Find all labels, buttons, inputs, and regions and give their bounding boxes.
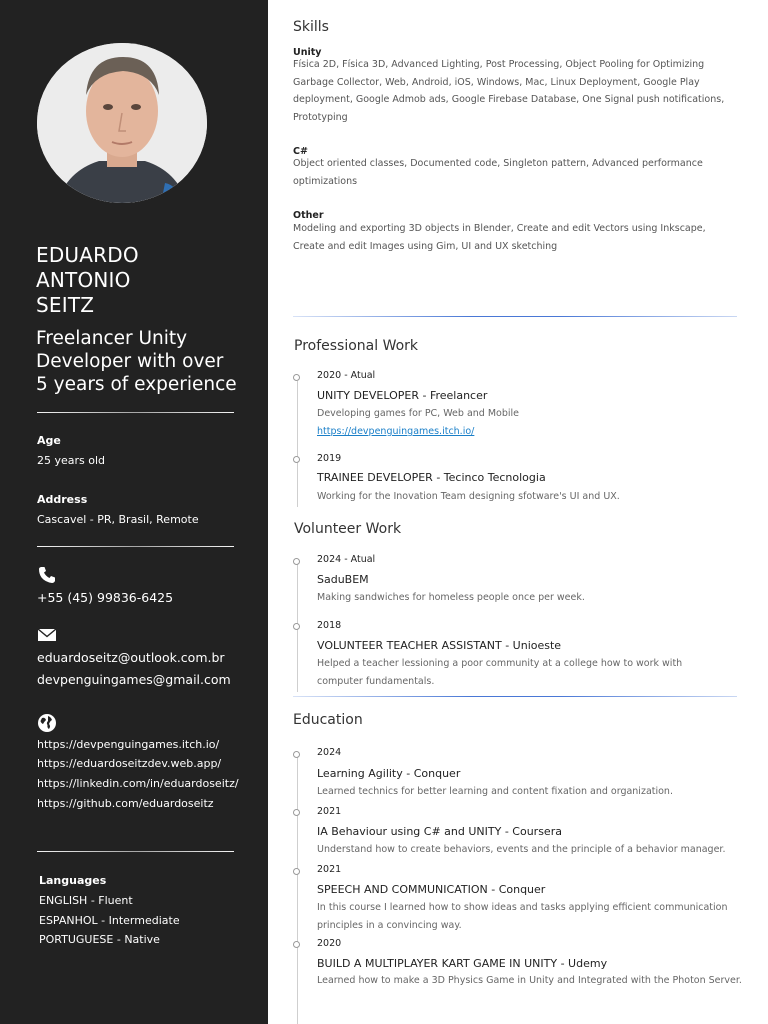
address-value: Cascavel - PR, Brasil, Remote [37,513,199,526]
tagline: Freelancer Unity Developer with over 5 years of experience [36,328,237,395]
website-link[interactable]: https://devpenguingames.itch.io/ [37,738,220,751]
entry-role: BUILD A MULTIPLAYER KART GAME IN UNITY - Udemy [317,957,608,970]
divider [37,546,234,547]
age-value: 25 years old [37,454,106,467]
entry-role: UNITY DEVELOPER - Freelancer [317,389,488,402]
timeline-dot [293,374,300,381]
language-item: ENGLISH - Fluent [39,894,133,907]
entry-desc: Making sandwiches for homeless people once per week. [317,592,585,603]
entry-desc: Developing games for PC, Web and Mobile [317,408,520,419]
skill-group-text: Física 2D, Física 3D, Advanced Lighting, Post Processing, Object Pooling for Optimizing Garbage Collector, Web, Android, iOS, Windows, Mac, Linux Deployment, Google Play deployment, Google Admob ads, Google Firebase Database, One Signal push notifications, Prototyping [293,59,725,123]
entry-date: 2020 - Atual [317,370,376,381]
entry-role: TRAINEE DEVELOPER - Tecinco Tecnologia [317,471,546,484]
email-primary[interactable]: eduardoseitz@outlook.com.br [37,650,225,665]
website-link[interactable]: https://github.com/eduardoseitz [37,797,214,810]
entry-date: 2018 [317,620,342,631]
sidebar [0,0,268,1024]
entry-desc: Working for the Inovation Team designing sfotware's UI and UX. [317,491,620,502]
phone-icon [37,565,57,585]
timeline-dot [293,868,300,875]
timeline-line [297,755,298,1024]
volunteer-heading: Volunteer Work [294,521,402,537]
portfolio-link[interactable]: https://devpenguingames.itch.io/ [317,426,475,437]
section-divider [293,696,737,697]
email-secondary[interactable]: devpenguingames@gmail.com [37,672,231,687]
entry-desc: In this course I learned how to show ideas and tasks applying efficient communication principles in a convincing way. [317,902,728,931]
skill-group-text: Modeling and exporting 3D objects in Blender, Create and edit Vectors using Inkscape, Create and edit Images using Gim, UI and UX sketching [293,223,706,252]
skill-group-title: Unity [293,47,322,58]
entry-role: IA Behaviour using C# and UNITY - Coursera [317,825,562,838]
website-link[interactable]: https://eduardoseitzdev.web.app/ [37,757,222,770]
entry-date: 2020 [317,938,342,949]
entry-desc: Understand how to create behaviors, events and the principle of a behavior manager. [317,844,726,855]
entry-role: Learning Agility - Conquer [317,767,461,780]
portrait-image [37,43,207,203]
divider [37,851,234,852]
entry-date: 2021 [317,806,342,817]
skill-group-title: C# [293,146,308,157]
website-link[interactable]: https://linkedin.com/in/eduardoseitz/ [37,777,239,790]
timeline-line [297,381,298,507]
language-item: PORTUGUESE - Native [39,933,160,946]
profile-photo [37,43,207,203]
timeline-dot [293,623,300,630]
timeline-dot [293,456,300,463]
entry-role: SPEECH AND COMMUNICATION - Conquer [317,883,546,896]
entry-desc: Helped a teacher lessioning a poor community at a college how to work with computer fundamentals. [317,658,683,687]
language-item: ESPANHOL - Intermediate [39,914,180,927]
candidate-name: EDUARDO ANTONIO SEITZ [36,243,139,317]
timeline-dot [293,751,300,758]
languages-label: Languages [39,874,107,887]
entry-date: 2024 [317,747,342,758]
skill-group-text: Object oriented classes, Documented code, Singleton pattern, Advanced performance optimizations [293,158,703,187]
globe-icon [37,713,57,733]
envelope-icon [37,627,57,647]
age-label: Age [37,434,61,447]
entry-date: 2019 [317,453,342,464]
divider [37,412,234,413]
entry-desc: Learned how to make a 3D Physics Game in Unity and Integrated with the Photon Server. [317,975,742,986]
professional-heading: Professional Work [294,338,419,354]
education-heading: Education [293,712,363,728]
entry-role: VOLUNTEER TEACHER ASSISTANT - Unioeste [317,639,562,652]
skill-group-title: Other [293,210,324,221]
entry-date: 2024 - Atual [317,554,376,565]
address-label: Address [37,493,88,506]
timeline-dot [293,941,300,948]
entry-date: 2021 [317,864,342,875]
skills-heading: Skills [293,19,329,35]
entry-role: SaduBEM [317,573,369,586]
phone-number[interactable]: +55 (45) 99836-6425 [37,590,174,605]
section-divider [293,316,737,317]
timeline-dot [293,558,300,565]
timeline-dot [293,809,300,816]
entry-desc: Learned technics for better learning and content fixation and organization. [317,786,673,797]
